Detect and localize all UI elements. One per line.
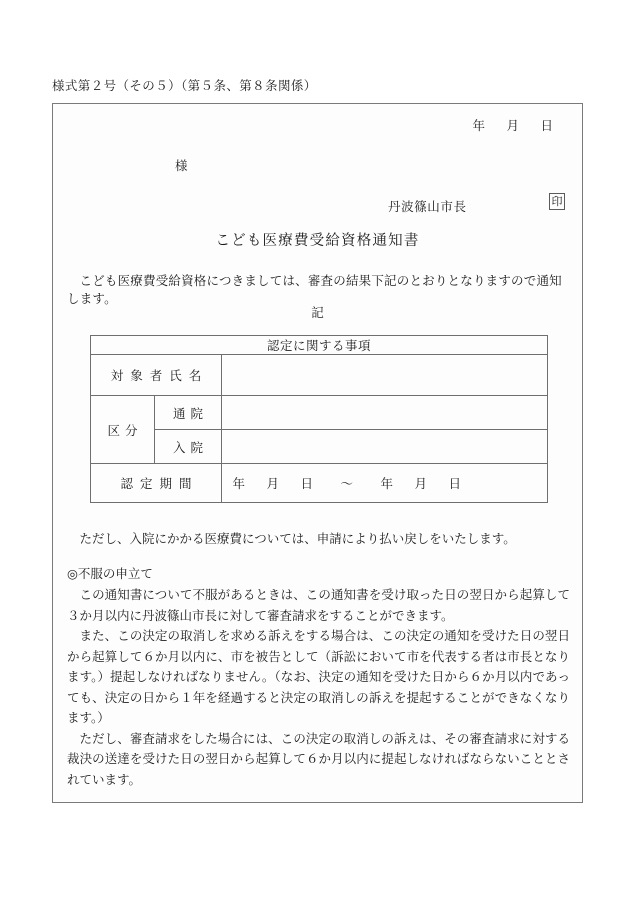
table-row-header — [91, 336, 548, 355]
period-end-month-label: 月 — [414, 476, 428, 491]
appeal-paragraph: この通知書について不服があるときは、この通知書を受け取った日の翌日から起算して３か月以内に丹波篠山市長に対して審査請求をすることができます。 — [67, 587, 570, 623]
table-header-cell: 認定に関する事項 — [91, 336, 548, 355]
appeal-paragraph: また、この決定の取消しを求める訴えをする場合は、この決定の通知を受けた日の翌日から起算して６か月以内に、市を被告として（訴訟において市を代表する者は市長となります。）提起しなければなりません。（なお、決定の通知を受けた日から６か月以内であっても、決定の日から１年を経過すると決定の取消しの訴えを提起することができなくなります。） — [67, 628, 570, 725]
appeal-section-body — [67, 585, 570, 790]
date-year-label: 年 — [472, 118, 486, 133]
label-inpatient: 入院 — [155, 430, 222, 464]
period-end-year-label: 年 — [380, 476, 394, 491]
label-category: 区分 — [91, 396, 155, 464]
period-separator: 〜 — [340, 476, 354, 491]
date-month-label: 月 — [506, 118, 520, 133]
period-start-day-label: 日 — [300, 476, 314, 491]
certification-table — [90, 335, 548, 503]
table-row-name — [91, 355, 548, 396]
appeal-section-heading: ◎不服の申立て — [67, 566, 153, 581]
value-subject-name[interactable] — [222, 355, 548, 396]
table-row-inpatient — [91, 430, 548, 464]
value-inpatient[interactable] — [222, 430, 548, 464]
intro-paragraph: こども医療費受給資格につきましては、審査の結果下記のとおりとなりますので通知します。 — [67, 273, 562, 306]
value-outpatient[interactable] — [222, 396, 548, 430]
form-number: 様式第２号（その５）（第５条、第８条関係） — [52, 78, 317, 93]
page-title: こども医療費受給資格通知書 — [215, 233, 420, 249]
table-row-outpatient — [91, 396, 548, 430]
refund-note: ただし、入院にかかる医療費については、申請により払い戻しをいたします。 — [79, 531, 516, 546]
period-start-year-label: 年 — [232, 476, 246, 491]
ki-marker: 記 — [311, 305, 324, 320]
label-subject-name: 対象者氏名 — [91, 355, 222, 396]
date-line — [462, 116, 564, 134]
document-body — [53, 104, 582, 802]
period-start-month-label: 月 — [266, 476, 280, 491]
table-row-period — [91, 464, 548, 503]
appeal-paragraph: ただし、審査請求をした場合には、この決定の取消しの訴えは、その審査請求に対する裁決の送達を受けた日の翌日から起算して６か月以内に提起しなければならないこととされています。 — [67, 730, 570, 787]
period-end-day-label: 日 — [448, 476, 462, 491]
document-frame — [52, 103, 583, 803]
label-outpatient: 通院 — [155, 396, 222, 430]
value-certification-period[interactable] — [222, 464, 548, 503]
label-certification-period: 認定期間 — [91, 464, 222, 503]
date-day-label: 日 — [540, 118, 554, 133]
seal-stamp-box: 印 — [549, 193, 565, 210]
addressee-honorific: 様 — [175, 158, 188, 173]
issuer-name: 丹波篠山市長 — [388, 199, 467, 214]
